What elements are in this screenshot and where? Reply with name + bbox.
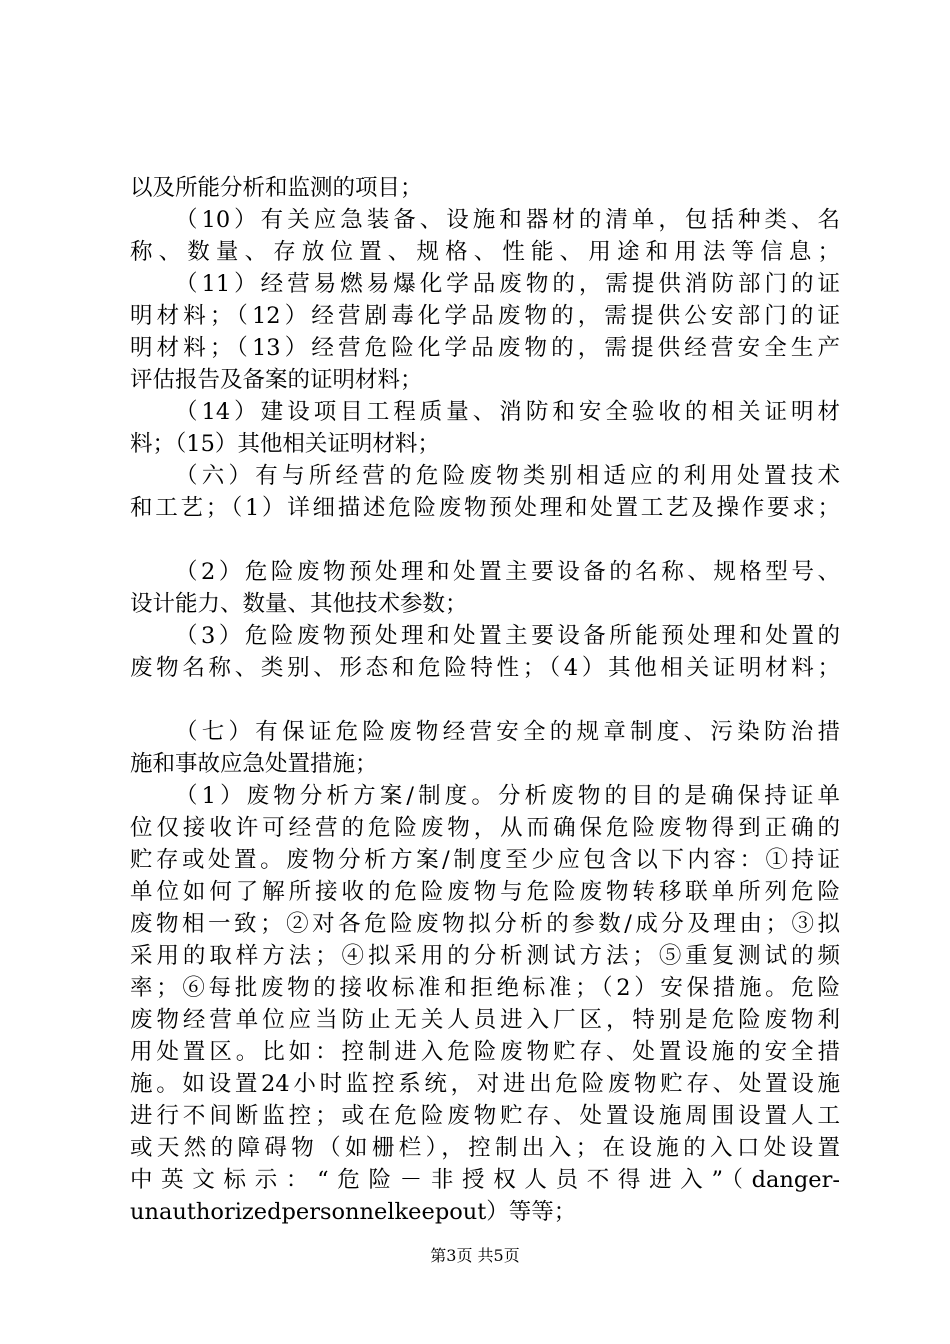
text-line: （六）有与所经营的危险废物类别相适应的利用处置技术 (175, 463, 840, 489)
text-line: （11）经营易燃易爆化学品废物的，需提供消防部门的证 (175, 271, 840, 297)
text-line: （1）废物分析方案/制度。分析废物的目的是确保持证单 (175, 783, 840, 809)
document-body (130, 172, 840, 1228)
text-line: （2）危险废物预处理和处置主要设备的名称、规格型号、 (175, 559, 840, 585)
text-line: 或天然的障碍物（如栅栏），控制出入；在设施的入口处设置 (130, 1135, 840, 1161)
paragraph-gap (130, 684, 840, 716)
text-line: （14）建设项目工程质量、消防和安全验收的相关证明材 (175, 399, 840, 425)
text-line: 进行不间断监控；或在危险废物贮存、处置设施周围设置人工 (130, 1103, 840, 1129)
text-line: 施。如设置24小时监控系统，对进出危险废物贮存、处置设施 (130, 1071, 840, 1097)
text-line: 明材料；（12）经营剧毒化学品废物的，需提供公安部门的证 (130, 303, 840, 329)
text-line: 单位如何了解所接收的危险废物与危险废物转移联单所列危险 (130, 879, 840, 905)
text-line: 率；⑥每批废物的接收标准和拒绝标准；（2）安保措施。危险 (130, 975, 840, 1001)
text-line: 设计能力、数量、其他技术参数； (130, 591, 468, 617)
text-line: 明材料；（13）经营危险化学品废物的，需提供经营安全生产 (130, 335, 840, 361)
text-line: 料；（15）其他相关证明材料； (130, 431, 440, 457)
text-line: unauthorizedpersonnelkeepout）等等； (130, 1199, 577, 1225)
text-line: 评估报告及备案的证明材料； (130, 367, 423, 393)
text-line: 中英文标示：“危险－非授权人员不得进入”（danger- (130, 1167, 840, 1193)
text-line: 废物名称、类别、形态和危险特性；（4）其他相关证明材料； (130, 655, 840, 681)
text-line: 废物经营单位应当防止无关人员进入厂区，特别是危险废物利 (130, 1007, 840, 1033)
text-line: 施和事故应急处置措施； (130, 751, 378, 777)
text-line: 和工艺；（1）详细描述危险废物预处理和处置工艺及操作要求； (130, 495, 840, 521)
page-footer: 第3页 共5页 (430, 1246, 520, 1265)
text-line: 贮存或处置。废物分析方案/制度至少应包含以下内容：①持证 (130, 847, 840, 873)
text-line: （10）有关应急装备、设施和器材的清单，包括种类、名 (175, 207, 840, 233)
text-line: （七）有保证危险废物经营安全的规章制度、污染防治措 (175, 719, 840, 745)
text-line: 用处置区。比如：控制进入危险废物贮存、处置设施的安全措 (130, 1039, 840, 1065)
text-line: （3）危险废物预处理和处置主要设备所能预处理和处置的 (175, 623, 840, 649)
text-line: 废物相一致；②对各危险废物拟分析的参数/成分及理由；③拟 (130, 911, 840, 937)
text-line: 称、数量、存放位置、规格、性能、用途和用法等信息； (130, 239, 840, 265)
text-line: 采用的取样方法；④拟采用的分析测试方法；⑤重复测试的频 (130, 943, 840, 969)
text-line: 位仅接收许可经营的危险废物，从而确保危险废物得到正确的 (130, 815, 840, 841)
paragraph-gap (130, 524, 840, 556)
text-line: 以及所能分析和监测的项目； (130, 175, 423, 201)
